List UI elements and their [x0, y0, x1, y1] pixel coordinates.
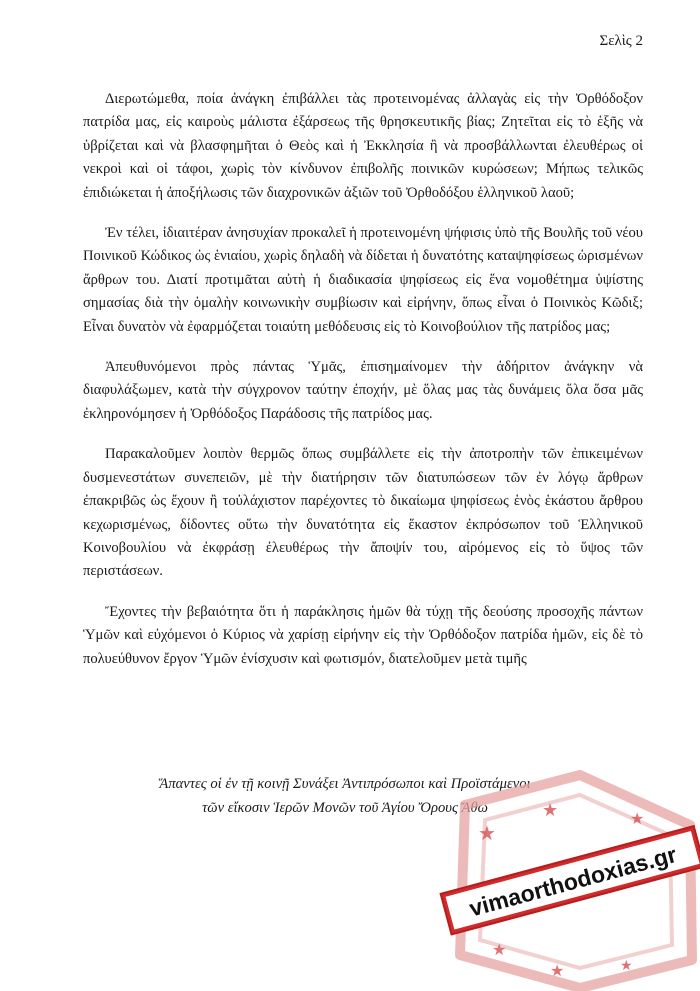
svg-text:★: ★: [630, 809, 645, 828]
watermark-stamp: [430, 770, 700, 991]
page-number: Σελὶς 2: [599, 33, 643, 49]
paragraph: Παρακαλοῦμεν λοιπὸν θερμῶς ὅπως συμβάλλετε εἰς τὴν ἀποτροπὴν τῶν ἐπικειμένων δυσμενεστάτων συνεπειῶν, μὲ τὴν διατήρησιν τῶν διατυπώσεων τῶν ἐν λόγῳ ἄρθρων ἐπακριβῶς ὡς ἔχουν ἢ τοὐλάχιστον παρέχοντες τὸ δικαίωμα ψηφίσεως ἑνὸς ἑκάστου ἄρθρου κεχωρισμένως, δίδοντες οὕτω τὴν δυνατότητα εἰς ἕκαστον ἐκπρόσωπον τοῦ Ἑλληνικοῦ Κοινοβουλίου νὰ ἐκφράσῃ ἐλευθέρως τὴν ἄποψίν του, αἰρόμενος εἰς τὸ ὕψος τῶν περιστάσεων.: [83, 446, 643, 580]
paragraph: Διερωτώμεθα, ποία ἀνάγκη ἐπιβάλλει τὰς προτεινομένας ἀλλαγὰς εἰς τὴν Ὀρθόδοξον πατρίδα μας, εἰς καιροὺς μάλιστα ἐξάρσεως τῆς θρησκευτικῆς βίας; Ζητεῖται εἰς τὸ ἑξῆς νὰ ὑβρίζεται καὶ νὰ βλασφημῆται ὁ Θεὸς καὶ ἡ Ἐκκλησία ἢ νὰ προσβάλλωνται ἐλευθέρως οἱ νεκροὶ καὶ οἱ τάφοι, χωρὶς τὸν κίνδυνον ἐπιβολῆς ποινικῶν κυρώσεων; Μήπως τελικῶς ἐπιδιώκεται ἡ ἀποξήλωσις τῶν διαχρονικῶν ἀξιῶν τοῦ Ὀρθοδόξου ἑλληνικοῦ λαοῦ;: [83, 91, 643, 201]
letter-body: [83, 88, 643, 688]
watermark-text: vimaorthodoxias.gr: [466, 841, 680, 922]
signature-line: Ἅπαντες οἱ ἐν τῇ κοινῇ Συνάξει Ἀντιπρόσωποι καὶ Προϊστάμενοι: [159, 776, 531, 792]
svg-text:★: ★: [478, 821, 496, 845]
paragraph: Ἔχοντες τὴν βεβαιότητα ὅτι ἡ παράκλησις ἡμῶν θὰ τύχῃ τῆς δεούσης προσοχῆς πάντων Ὑμῶν καὶ εὐχόμενοι ὁ Κύριος νὰ χαρίσῃ εἰρήνην εἰς τὴν Ὀρθόδοξον πατρίδα ἡμῶν, εἰς δὲ τὸ πολυεύθυνον ἔργον Ὑμῶν ἐνίσχυσιν καὶ φωτισμόν, διατελοῦμεν μετὰ τιμῆς: [83, 603, 643, 667]
svg-text:★: ★: [550, 961, 565, 980]
svg-text:★: ★: [492, 940, 507, 959]
paragraph: Ἀπευθυνόμενοι πρὸς πάντας Ὑμᾶς, ἐπισημαίνομεν τὴν ἀδήριτον ἀνάγκην νὰ διαφυλάξωμεν, κατὰ τὴν σύγχρονον ταύτην ἐποχήν, μὲ ὅλας μας τὰς δυνάμεις ὅλα ὅσα μᾶς ἐκληρονόμησεν ἡ Ὀρθόδοξος Παράδοσις τῆς πατρίδος μας.: [83, 359, 643, 422]
signature-line: τῶν εἴκοσιν Ἱερῶν Μονῶν τοῦ Ἁγίου Ὄρους Ἄθω: [202, 800, 488, 816]
svg-text:★: ★: [542, 800, 559, 821]
paragraph: Ἐν τέλει, ἰδιαιτέραν ἀνησυχίαν προκαλεῖ ἡ προτεινομένη ψήφισις ὑπὸ τῆς Βουλῆς τοῦ νέου Ποινικοῦ Κώδικος ὡς ἑνιαίου, χωρὶς δηλαδὴ νὰ δίδεται ἡ δυνατότης καταψηφίσεως ὡρισμένων ἄρθρων του. Διατί προτιμᾶται αὐτὴ ἡ διαδικασία ψηφίσεως εἰς ἕνα νομοθέτημα ὑψίστης σημασίας διὰ τὴν ὁμαλὴν κοινωνικὴν συμβίωσιν καὶ εἰρήνην, ὅπως εἶναι ὁ Ποινικὸς Κῶδιξ; Εἶναι δυνατὸν νὰ ἐφαρμόζεται τοιαύτη μεθόδευσις εἰς τὸ Κοινοβούλιον τῆς πατρίδος μας;: [83, 225, 643, 335]
svg-text:★: ★: [620, 958, 633, 974]
